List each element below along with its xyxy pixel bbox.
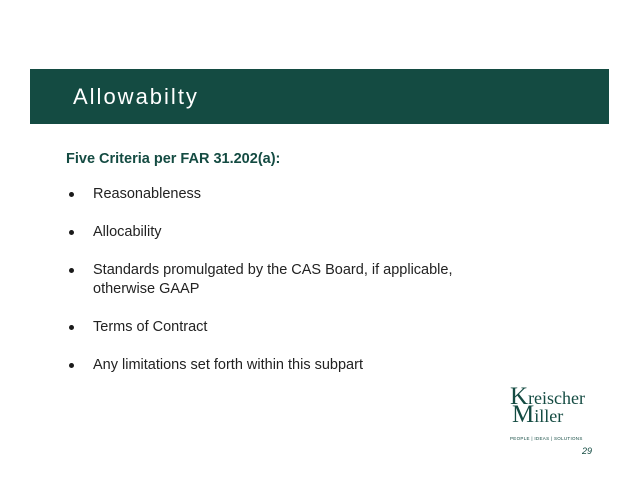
criteria-item xyxy=(66,223,526,242)
logo-line-1-text: reischer xyxy=(528,388,586,408)
logo-tagline: PEOPLE | IDEAS | SOLUTIONS xyxy=(510,436,583,441)
criteria-item-text: Reasonableness xyxy=(93,186,202,202)
criteria-item xyxy=(66,261,526,299)
kreischer-miller-logo xyxy=(510,383,600,444)
criteria-item xyxy=(66,356,526,375)
bullet-icon xyxy=(69,325,74,330)
bullet-icon xyxy=(69,230,74,235)
bullet-icon xyxy=(69,192,74,197)
slide-content xyxy=(66,150,526,394)
criteria-item xyxy=(66,318,526,337)
bullet-icon xyxy=(69,363,74,368)
criteria-item-text: Standards promulgated by the CAS Board, if applicable, xyxy=(93,262,453,278)
criteria-item-text-continued: otherwise GAAP xyxy=(93,281,200,297)
criteria-heading: Five Criteria per FAR 31.202(a): xyxy=(66,151,281,167)
slide-title: Allowabilty xyxy=(73,84,199,109)
criteria-item-text: Any limitations set forth within this subpart xyxy=(93,357,363,373)
page-number: 29 xyxy=(582,446,593,456)
title-bar xyxy=(30,69,609,124)
criteria-list xyxy=(66,185,526,375)
logo-line-2 xyxy=(512,401,564,428)
logo-initial-k: K xyxy=(510,383,529,410)
criteria-item xyxy=(66,185,526,204)
logo-line-2-text: iller xyxy=(534,406,564,426)
criteria-item-text: Terms of Contract xyxy=(93,319,208,335)
logo-initial-m: M xyxy=(512,401,535,428)
bullet-icon xyxy=(69,268,74,273)
criteria-item-text: Allocability xyxy=(93,224,162,240)
